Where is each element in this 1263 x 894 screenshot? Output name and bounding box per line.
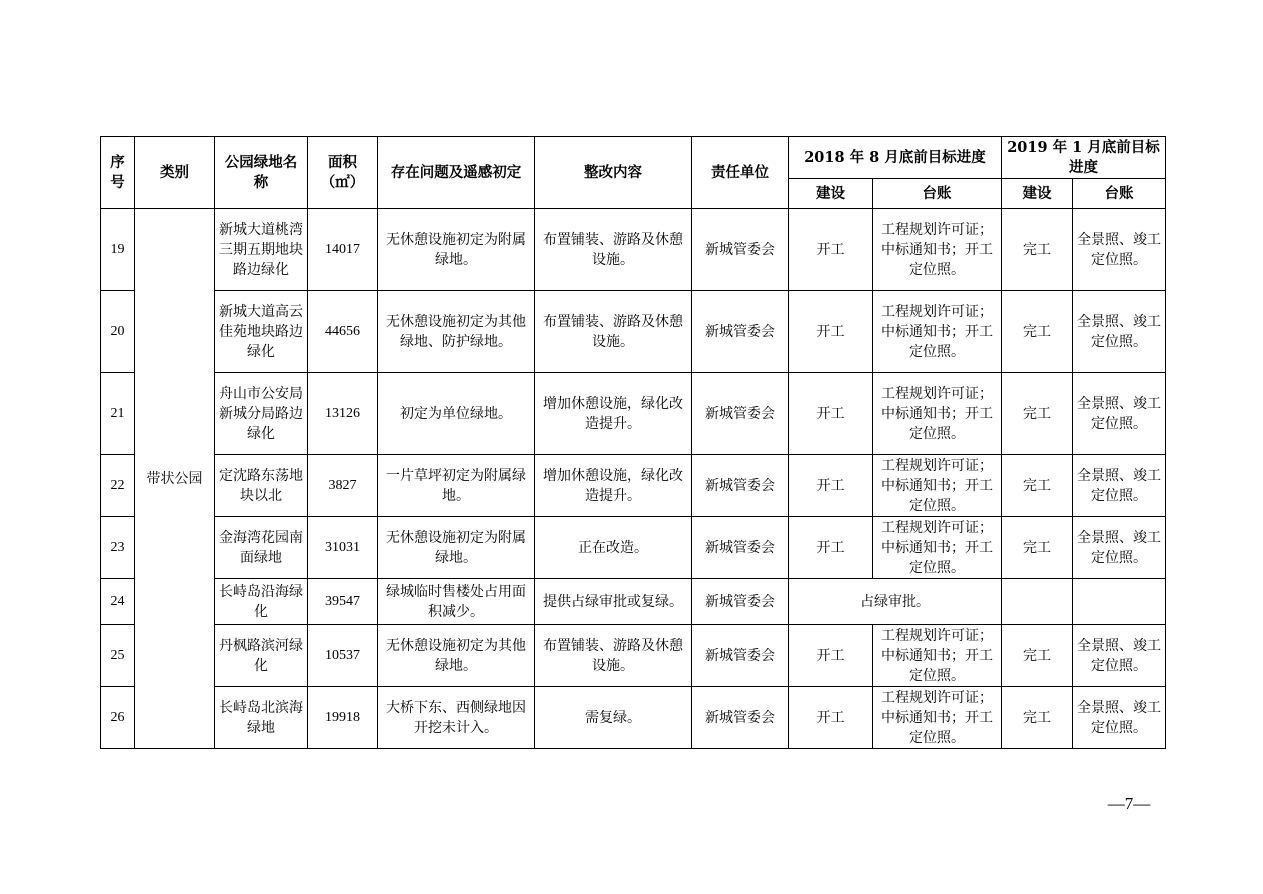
cell-build-2018: 开工 <box>789 291 873 373</box>
cell-ledger-2018: 占绿审批。 <box>789 579 1002 625</box>
cell-build-2019: 完工 <box>1002 373 1073 455</box>
cell-ledger-2019: 全景照、竣工定位照。 <box>1073 687 1166 749</box>
cell-seq: 20 <box>101 291 135 373</box>
header-target-2018: 2018 年 8 月底前目标进度 <box>789 137 1002 179</box>
cell-content: 布置铺装、游路及休憩设施。 <box>535 209 692 291</box>
cell-content: 增加休憩设施，绿化改造提升。 <box>535 373 692 455</box>
cell-issue: 无休憩设施初定为其他绿地、防护绿地。 <box>378 291 535 373</box>
cell-issue: 绿城临时售楼处占用面积减少。 <box>378 579 535 625</box>
cell-ledger-2019: 全景照、竣工定位照。 <box>1073 625 1166 687</box>
cell-content: 正在改造。 <box>535 517 692 579</box>
header-target-2019: 2019 年 1 月底前目标进度 <box>1002 137 1166 179</box>
cell-area: 31031 <box>308 517 378 579</box>
cell-area: 13126 <box>308 373 378 455</box>
cell-ledger-2019: 全景照、竣工定位照。 <box>1073 209 1166 291</box>
cell-name: 金海湾花园南面绿地 <box>215 517 308 579</box>
cell-issue: 无休憩设施初定为附属绿地。 <box>378 517 535 579</box>
cell-build-2018: 开工 <box>789 209 873 291</box>
cell-seq: 19 <box>101 209 135 291</box>
cell-build-2019: 完工 <box>1002 209 1073 291</box>
cell-seq: 23 <box>101 517 135 579</box>
header-seq: 序号 <box>101 137 135 209</box>
cell-ledger-2018: 工程规划许可证；中标通知书；开工定位照。 <box>873 455 1002 517</box>
cell-ledger-2019: 全景照、竣工定位照。 <box>1073 455 1166 517</box>
table-row <box>101 687 1166 749</box>
cell-unit: 新城管委会 <box>692 455 789 517</box>
cell-build-2019: 完工 <box>1002 455 1073 517</box>
cell-seq: 26 <box>101 687 135 749</box>
table-row <box>101 579 1166 625</box>
header-content: 整改内容 <box>535 137 692 209</box>
cell-unit: 新城管委会 <box>692 517 789 579</box>
cell-unit: 新城管委会 <box>692 373 789 455</box>
cell-content: 提供占绿审批或复绿。 <box>535 579 692 625</box>
header-ledger-2018: 台账 <box>873 179 1002 209</box>
cell-category: 带状公园 <box>135 209 215 749</box>
cell-issue: 无休憩设施初定为附属绿地。 <box>378 209 535 291</box>
cell-seq: 25 <box>101 625 135 687</box>
cell-content: 布置铺装、游路及休憩设施。 <box>535 291 692 373</box>
cell-unit: 新城管委会 <box>692 209 789 291</box>
cell-ledger-2019: 全景照、竣工定位照。 <box>1073 517 1166 579</box>
cell-name: 新城大道桃湾三期五期地块路边绿化 <box>215 209 308 291</box>
cell-area: 39547 <box>308 579 378 625</box>
page-number: —7— <box>1107 794 1151 813</box>
cell-ledger-2018: 工程规划许可证；中标通知书；开工定位照。 <box>873 687 1002 749</box>
cell-area: 19918 <box>308 687 378 749</box>
cell-build-2019: 完工 <box>1002 291 1073 373</box>
table-row <box>101 373 1166 455</box>
cell-issue: 一片草坪初定为附属绿地。 <box>378 455 535 517</box>
cell-ledger-2018: 工程规划许可证；中标通知书；开工定位照。 <box>873 517 1002 579</box>
cell-build-2019 <box>1002 579 1073 625</box>
cell-content: 布置铺装、游路及休憩设施。 <box>535 625 692 687</box>
cell-seq: 21 <box>101 373 135 455</box>
header-build-2019: 建设 <box>1002 179 1073 209</box>
header-name: 公园绿地名称 <box>215 137 308 209</box>
cell-area: 10537 <box>308 625 378 687</box>
cell-ledger-2018: 工程规划许可证；中标通知书；开工定位照。 <box>873 373 1002 455</box>
cell-unit: 新城管委会 <box>692 291 789 373</box>
cell-unit: 新城管委会 <box>692 625 789 687</box>
cell-build-2019: 完工 <box>1002 517 1073 579</box>
cell-build-2019: 完工 <box>1002 687 1073 749</box>
cell-ledger-2018: 工程规划许可证；中标通知书；开工定位照。 <box>873 209 1002 291</box>
cell-ledger-2019 <box>1073 579 1166 625</box>
cell-content: 增加休憩设施，绿化改造提升。 <box>535 455 692 517</box>
cell-issue: 无休憩设施初定为其他绿地。 <box>378 625 535 687</box>
cell-build-2018: 开工 <box>789 455 873 517</box>
header-area: 面积（㎡） <box>308 137 378 209</box>
cell-ledger-2019: 全景照、竣工定位照。 <box>1073 373 1166 455</box>
cell-ledger-2018: 工程规划许可证；中标通知书；开工定位照。 <box>873 291 1002 373</box>
cell-name: 丹枫路滨河绿化 <box>215 625 308 687</box>
table-row <box>101 455 1166 517</box>
cell-seq: 22 <box>101 455 135 517</box>
header-ledger-2019: 台账 <box>1073 179 1166 209</box>
cell-issue: 大桥下东、西侧绿地因开挖未计入。 <box>378 687 535 749</box>
cell-build-2018: 开工 <box>789 625 873 687</box>
header-build-2018: 建设 <box>789 179 873 209</box>
cell-build-2018: 开工 <box>789 687 873 749</box>
header-unit: 责任单位 <box>692 137 789 209</box>
cell-unit: 新城管委会 <box>692 687 789 749</box>
cell-seq: 24 <box>101 579 135 625</box>
cell-name: 长峙岛沿海绿化 <box>215 579 308 625</box>
cell-build-2018: 开工 <box>789 373 873 455</box>
cell-name: 新城大道高云佳苑地块路边绿化 <box>215 291 308 373</box>
cell-name: 定沈路东荡地块以北 <box>215 455 308 517</box>
cell-ledger-2018: 工程规划许可证；中标通知书；开工定位照。 <box>873 625 1002 687</box>
table-row <box>101 291 1166 373</box>
cell-name: 舟山市公安局新城分局路边绿化 <box>215 373 308 455</box>
cell-area: 14017 <box>308 209 378 291</box>
table-row <box>101 517 1166 579</box>
header-row-1 <box>101 137 1166 179</box>
header-category: 类别 <box>135 137 215 209</box>
cell-unit: 新城管委会 <box>692 579 789 625</box>
cell-area: 44656 <box>308 291 378 373</box>
green-space-table <box>100 136 1166 749</box>
cell-build-2019: 完工 <box>1002 625 1073 687</box>
cell-issue: 初定为单位绿地。 <box>378 373 535 455</box>
cell-area: 3827 <box>308 455 378 517</box>
cell-build-2018: 开工 <box>789 517 873 579</box>
header-issue: 存在问题及遥感初定 <box>378 137 535 209</box>
cell-name: 长峙岛北滨海绿地 <box>215 687 308 749</box>
table-row <box>101 625 1166 687</box>
cell-ledger-2019: 全景照、竣工定位照。 <box>1073 291 1166 373</box>
table-row <box>101 209 1166 291</box>
cell-content: 需复绿。 <box>535 687 692 749</box>
